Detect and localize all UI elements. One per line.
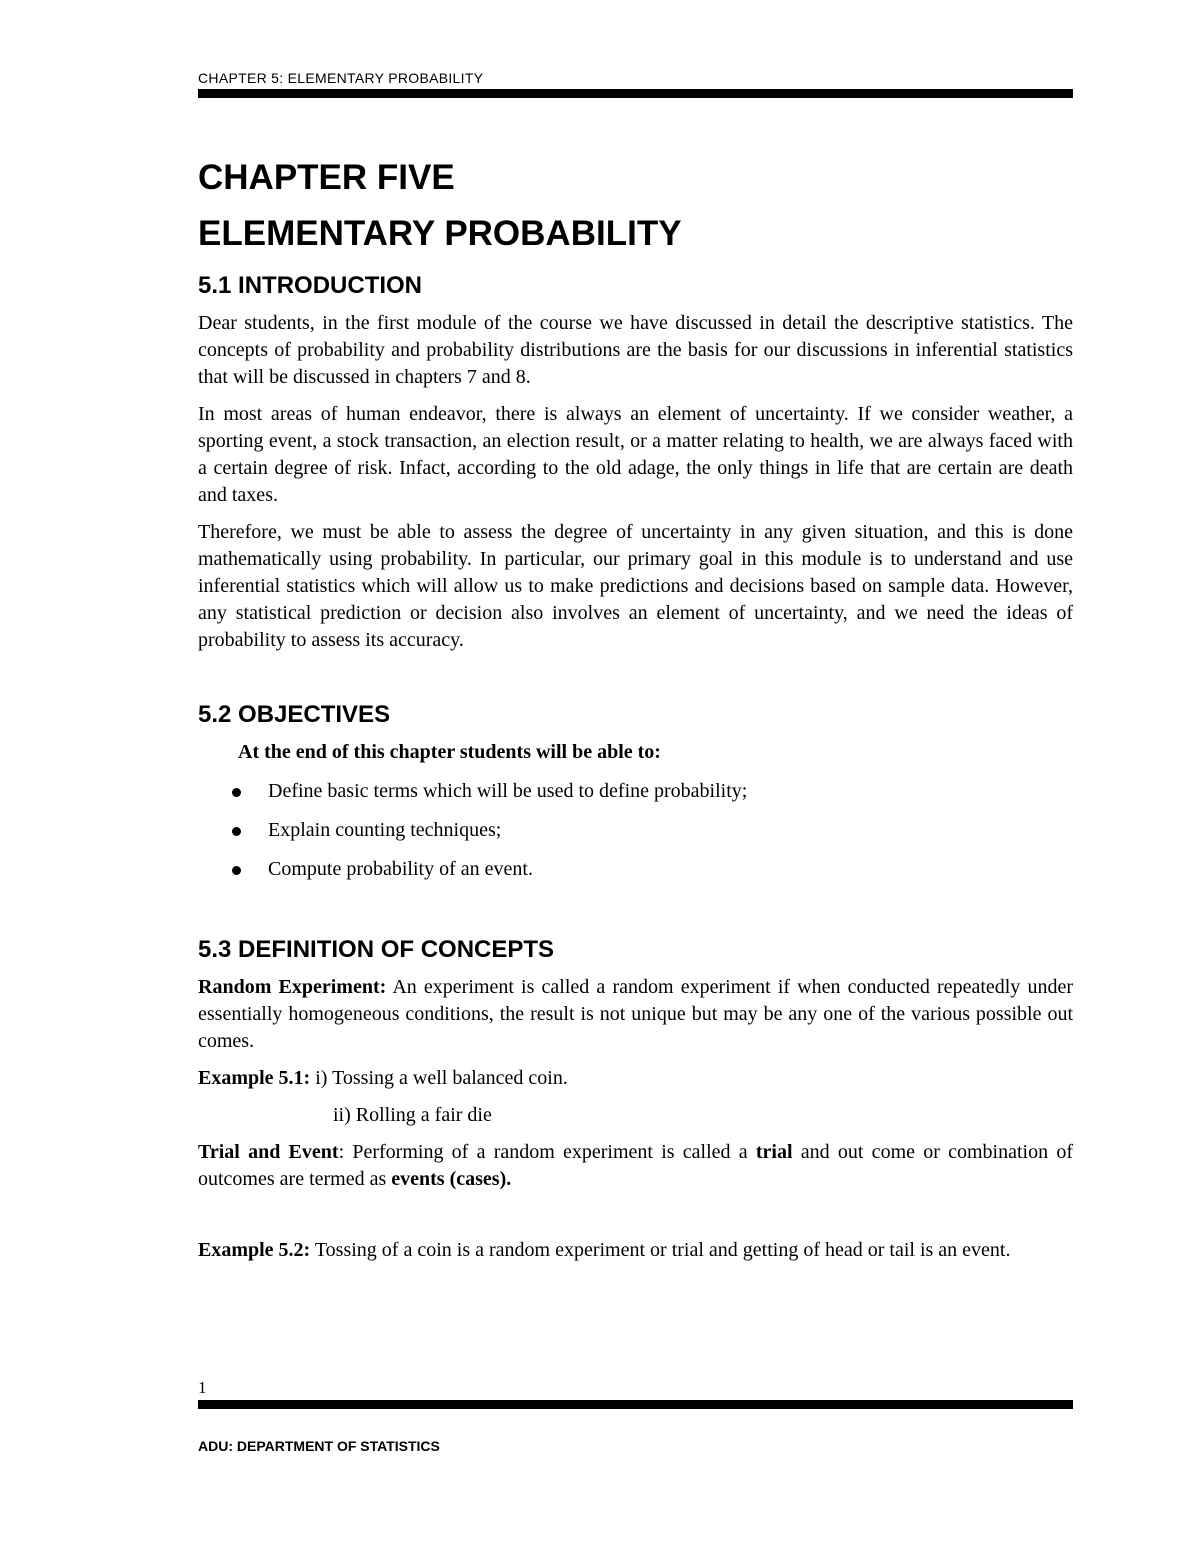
intro-paragraph-2: In most areas of human endeavor, there is always an element of uncertainty. If we consider weather, a sporting event, a stock transaction, an election result, or a matter relating to health, we are always faced with a certain degree of risk. Infact, according to the old adage, the only things in life that are certain are death and taxes. xyxy=(198,403,1073,506)
objectives-heading: 5.2 OBJECTIVES xyxy=(198,701,391,728)
intro-paragraph-3: Therefore, we must be able to assess the degree of uncertainty in any given situation, and this is done mathematically using probability. In particular, our primary goal in this module is to understand and use inferential statistics which will allow us to make predictions and decisions based on sample data. However, any statistical prediction or decision also involves an element of uncertainty, and we need the ideas of probability to assess its accuracy. xyxy=(198,521,1073,651)
example-5-1: Example 5.1: i) Tossing a well balanced coin. xyxy=(198,1067,568,1089)
example-5-1-item-2: ii) Rolling a fair die xyxy=(333,1104,492,1126)
bullet-icon xyxy=(232,827,241,836)
example-label: Example 5.1: xyxy=(198,1067,311,1089)
footer-department: ADU: DEPARTMENT OF STATISTICS xyxy=(198,1438,440,1454)
trial-event-term: Trial and Event xyxy=(198,1141,339,1163)
footer-rule xyxy=(198,1400,1073,1409)
objective-item: Compute probability of an event. xyxy=(198,856,1073,883)
chapter-number-title: CHAPTER FIVE xyxy=(198,158,455,197)
definitions-heading: 5.3 DEFINITION OF CONCEPTS xyxy=(198,936,555,963)
page-number: 1 xyxy=(198,1378,207,1397)
example-label: Example 5.2: xyxy=(198,1239,311,1261)
objectives-list xyxy=(198,778,1073,883)
page-body xyxy=(198,150,1073,1264)
intro-heading: 5.1 INTRODUCTION xyxy=(198,272,423,299)
trial-event-definition: Trial and Event: Performing of a random experiment is called a trial and out come or combination of outcomes are termed as events (cases). xyxy=(198,1141,1074,1190)
chapter-name: ELEMENTARY PROBABILITY xyxy=(198,214,682,253)
intro-paragraph-1: Dear students, in the first module of the course we have discussed in detail the descriptive statistics. The concepts of probability and probability distributions are the basis for our discussions in inferential statistics that will be discussed in chapters 7 and 8. xyxy=(198,312,1073,388)
example-5-2: Example 5.2: Tossing of a coin is a random experiment or trial and getting of head or tail is an event. xyxy=(198,1239,1011,1261)
running-header: CHAPTER 5: ELEMENTARY PROBABILITY xyxy=(198,70,484,86)
random-experiment-definition: Random Experiment: An experiment is called a random experiment if when conducted repeatedly under essentially homogeneous conditions, the result is not unique but may be any one of the various possible out comes. xyxy=(198,976,1073,1052)
random-experiment-term: Random Experiment: xyxy=(198,976,387,998)
bullet-icon xyxy=(232,866,241,875)
bullet-icon xyxy=(232,788,241,797)
objectives-lead: At the end of this chapter students will be able to: xyxy=(238,741,661,763)
objective-item: Define basic terms which will be used to define probability; xyxy=(198,778,1073,805)
header-rule xyxy=(198,89,1073,98)
objective-item: Explain counting techniques; xyxy=(198,817,1073,844)
